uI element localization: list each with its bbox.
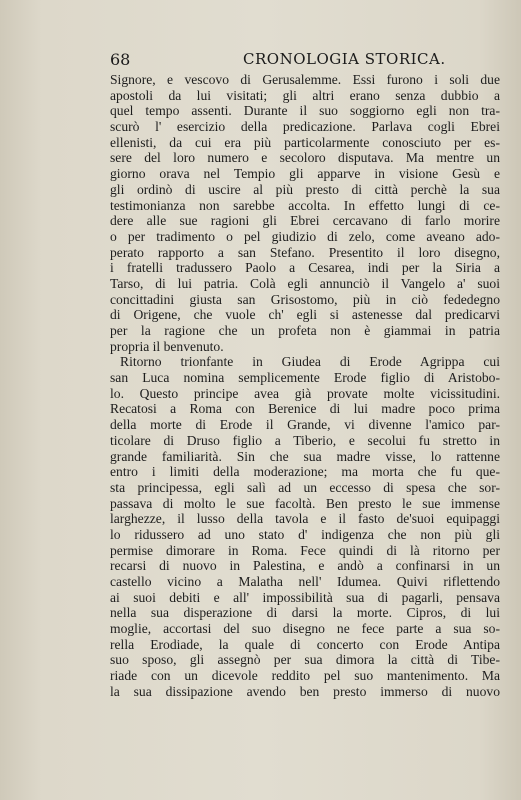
text-line: propria il benvenuto. bbox=[110, 338, 224, 354]
text-line: ai suoi debiti e all' impossibilità sua di pagarli, pensava bbox=[110, 589, 500, 605]
text-line: grande familiarità. Sin che sua madre visse, lo rattenne bbox=[110, 448, 500, 464]
text-line: della morte di Erode il Grande, vi divenne l'amico par- bbox=[110, 417, 500, 433]
text-line: dere alle sue ragioni gli Ebrei cercavano di farlo morire bbox=[110, 213, 500, 229]
text-line: apostoli da lui visitati; gli altri erano senza dubbio a bbox=[110, 87, 500, 103]
text-line: ellenisti, da cui era più particolarmente conosciuto per es- bbox=[110, 134, 500, 150]
text-line: Ritorno trionfante in Giudea di Erode Agrippa cui bbox=[120, 354, 500, 370]
text-line: nella sua disperazione di darsi la morte. Cipros, di lui bbox=[110, 605, 500, 621]
text-line: riade con un dicevole reddito pel suo mantenimento. Ma bbox=[110, 668, 500, 684]
text-line: castello vicino a Malatha nell' Idumea. Quivi riflettendo bbox=[110, 574, 500, 589]
text-line: san Luca nomina semplicemente Erode figlio di Aristobo- bbox=[110, 370, 500, 386]
text-line: concittadini giusta san Grisostomo, più in ciò fededegno bbox=[110, 291, 500, 307]
text-line: ticolare di Druso figlio a Tiberio, e secolui fu stretto in bbox=[110, 432, 500, 448]
text-line: recarsi di nuovo in Palestina, e andò a confinarsi in un bbox=[110, 558, 500, 574]
text-line: suo sposo, gli assegnò per sua dimora la città di Tibe- bbox=[110, 652, 500, 668]
text-line: la sua dissipazione avendo ben presto immerso di nuovo bbox=[110, 683, 500, 699]
text-line: lo ridussero ad uno stato d' indigenza che non più gli bbox=[110, 526, 500, 542]
text-line: entro i limiti della moderazione; ma morta che fu que- bbox=[110, 464, 500, 480]
text-line: permise dimorare in Roma. Fece quindi di là ritorno per bbox=[110, 542, 500, 558]
running-title: CRONOLOGIA STORICA. bbox=[243, 50, 446, 68]
text-line: Tarso, di lui patria. Colà egli annunciò il Vangelo a' suoi bbox=[110, 275, 500, 291]
text-line: sta principessa, egli salì ad un eccesso di spesa che sor- bbox=[110, 479, 500, 495]
text-line: gli ordinò di uscire al più presto di città perchè la sua bbox=[110, 181, 500, 197]
text-line: quel tempo assenti. Durante il suo soggiorno egli non tra- bbox=[110, 103, 500, 119]
text-line: Signore, e vescovo di Gerusalemme. Essi furono i soli due bbox=[110, 72, 500, 87]
text-line: lo. Questo principe avea già provate molte vicissitudini. bbox=[110, 385, 500, 401]
text-line: testimonianza non sarebbe accolta. In effetto lungi di ce- bbox=[110, 197, 500, 213]
body-text bbox=[110, 72, 500, 700]
paragraph-2 bbox=[110, 354, 500, 699]
text-line: larghezze, il lusso della tavola e il fasto de'suoi equipaggi bbox=[110, 511, 500, 527]
page-number: 68 bbox=[110, 50, 131, 69]
text-line: Recatosi a Roma con Berenice di lui madre poco prima bbox=[110, 401, 500, 417]
paragraph-1 bbox=[110, 72, 500, 354]
text-line: rella Erodiade, la quale di concerto con Erode Antipa bbox=[110, 636, 500, 652]
text-line: o per tradimento o pel giudizio di zelo, come aveano ado- bbox=[110, 228, 500, 244]
text-line: passava di molto le sue facoltà. Ben presto le sue immense bbox=[110, 495, 500, 511]
text-line: giorno orava nel Tempio gli apparve in visione Gesù e bbox=[110, 166, 500, 182]
text-line: di Origene, che vuole ch' egli si astenesse dal predicarvi bbox=[110, 307, 500, 323]
text-line: per la ragione che un profeta non è giammai in patria bbox=[110, 323, 500, 338]
text-line: scurò l' esercizio della predicazione. Parlava cogli Ebrei bbox=[110, 119, 500, 135]
text-line: moglie, accortasi del suo disegno ne fece parte a sua so- bbox=[110, 621, 500, 637]
text-line: perato rapporto a san Stefano. Presentito il loro disegno, bbox=[110, 244, 500, 260]
text-line: i fratelli tradussero Paolo a Cesarea, indi per la Siria a bbox=[110, 260, 500, 276]
text-line: sere del loro numero e secoloro disputava. Ma mentre un bbox=[110, 150, 500, 166]
